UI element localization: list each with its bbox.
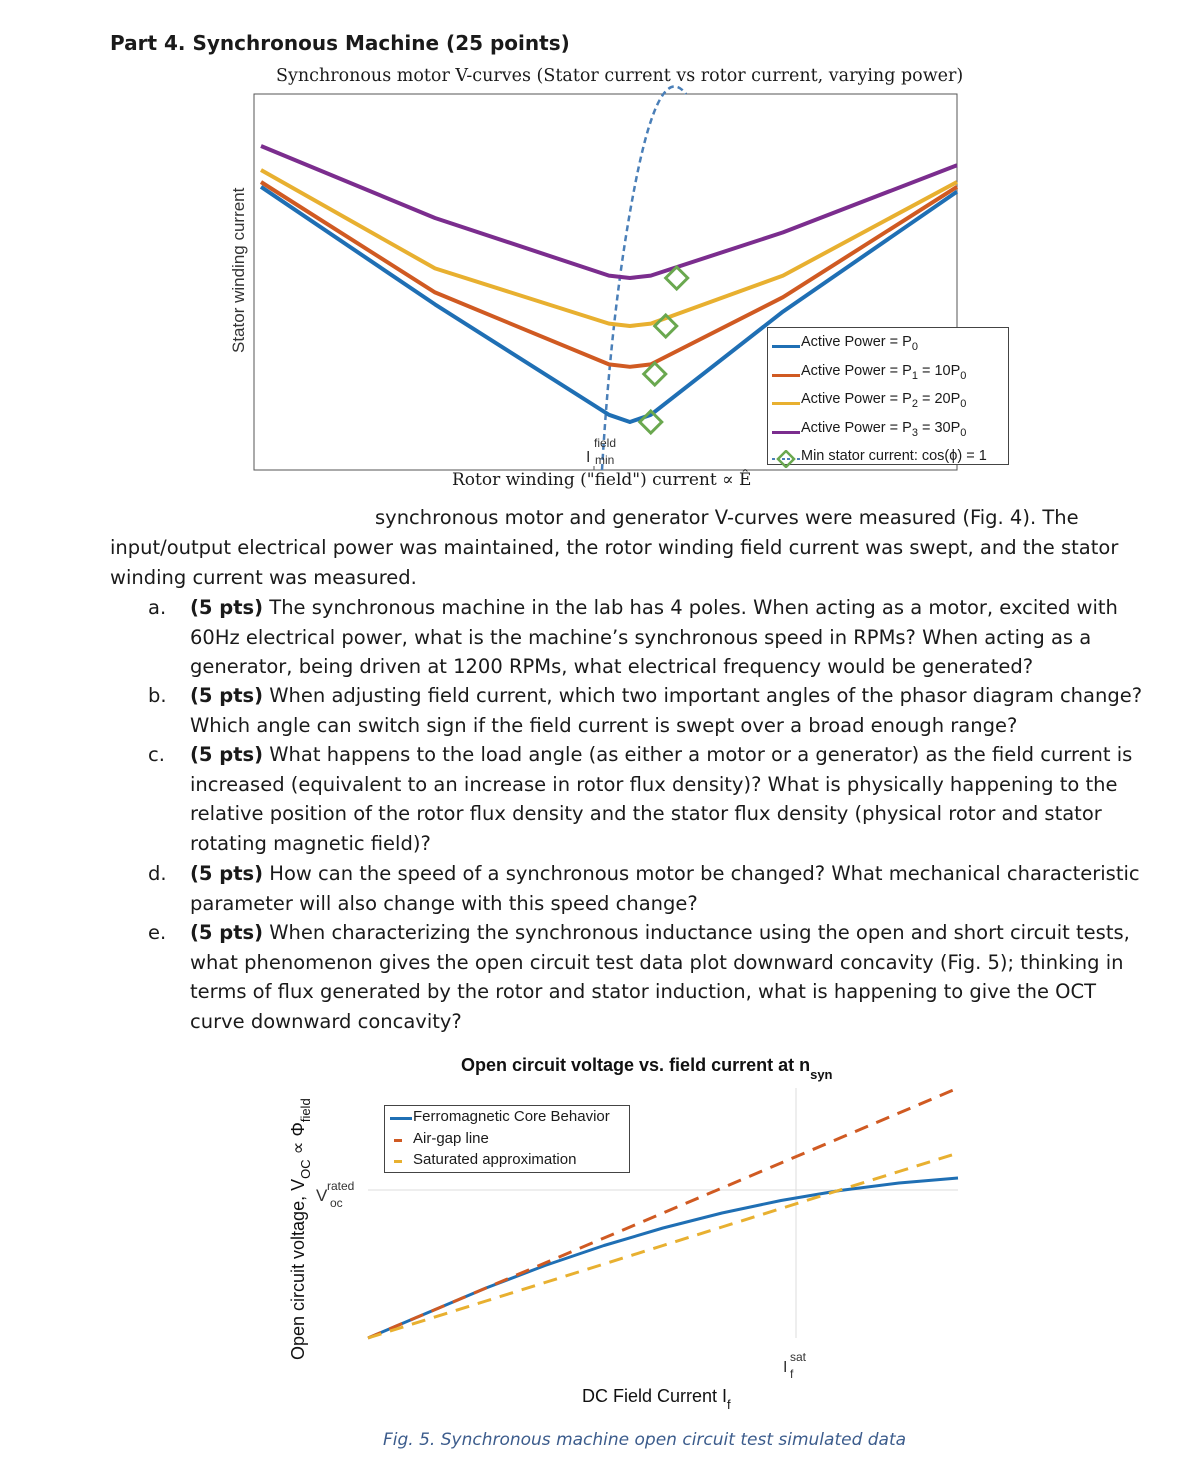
question-line-text: parameter will also change with this speed change?: [190, 891, 698, 915]
question-text: [190, 859, 1150, 918]
question-line-text: increased (equivalent to an increase in rotor flux density)? What is physically happening to the: [190, 772, 1118, 796]
fig5-chart: [0, 1040, 1183, 1430]
question-points: (5 pts): [190, 596, 264, 619]
question-points: (5 pts): [190, 862, 264, 885]
fig4-title: Synchronous motor V-curves (Stator current vs rotor current, varying power): [276, 66, 964, 86]
legend-line-icon: [772, 431, 800, 434]
question-line-text: what phenomenon gives the open circuit test data plot downward concavity (Fig. 5); thinking in: [190, 950, 1124, 974]
question-points: (5 pts): [190, 921, 264, 944]
question-line: [190, 681, 1150, 711]
legend-line-icon: [772, 374, 800, 377]
question-line-text: What happens to the load angle (as either a motor or a generator) as the field current is: [263, 743, 1133, 766]
question-line-text: terms of flux generated by the rotor and stator induction, what is happening to give the OCT: [190, 980, 1097, 1004]
legend-line-icon: [772, 402, 800, 405]
question-line-text: Which angle can switch sign if the field current is swept over a broad enough range?: [190, 713, 1018, 737]
fig5-ylabel: Open circuit voltage, $V_{OC} \propto \Phi_{field}$: [288, 1098, 313, 1360]
question-text: [190, 593, 1150, 682]
question-letter: b.: [148, 684, 167, 707]
question-line: [190, 829, 1150, 859]
fig5-series-0: [368, 1178, 958, 1338]
fig5-ytick-sub: oc: [330, 1196, 343, 1210]
legend-line-icon: [394, 1139, 402, 1142]
question-line-text: 60Hz electrical power, what is the machine’s synchronous speed in RPMs? When acting as a: [190, 625, 1092, 649]
fig4-legend-label: Active Power = $P_3 = 30P_0$: [801, 419, 967, 439]
legend-line-icon: [394, 1160, 402, 1163]
fig5-ytick-sup: rated: [327, 1179, 355, 1193]
legend-line-icon: [772, 345, 800, 348]
question-line-text: The synchronous machine in the lab has 4 poles. When acting as a motor, excited with: [263, 596, 1118, 619]
question-line: [190, 889, 1150, 919]
question-text: [190, 918, 1150, 1036]
fig5-legend-label: Ferromagnetic Core Behavior: [413, 1108, 610, 1125]
question-line: [190, 1007, 1150, 1037]
fig5-xtick-main: I: [783, 1359, 788, 1376]
question-letter: d.: [148, 862, 167, 885]
fig4-xtick-sup: field: [594, 436, 617, 450]
question-line: [190, 652, 1150, 682]
fig5-caption: Fig. 5. Synchronous machine open circuit test simulated data: [383, 1430, 907, 1450]
fig4-legend-label: Active Power = $P_1 = 10P_0$: [801, 362, 967, 382]
question-line: [190, 948, 1150, 978]
fig4-xtick-sub: min: [595, 453, 615, 467]
question-line: [190, 623, 1150, 653]
paragraph-line-2: input/output electrical power was maintained, the rotor winding field current was swept, and the stator: [110, 536, 1119, 559]
question-line-text: curve downward concavity?: [190, 1009, 462, 1033]
fig5-xlabel: DC Field Current $I_f$: [582, 1386, 731, 1412]
question-letter: c.: [148, 743, 165, 766]
question-points: (5 pts): [190, 743, 264, 766]
fig4-legend-label: Active Power = $P_2 = 20P_0$: [801, 391, 967, 410]
question-line-text: rotating magnetic field)?: [190, 831, 431, 855]
paragraph-line-3: winding current was measured.: [110, 566, 417, 589]
fig4-legend: [767, 327, 1009, 465]
question-line-text: relative position of the rotor flux density and the stator flux density (physical rotor and stator: [190, 802, 1102, 826]
question-line: [190, 918, 1150, 948]
question-line: [190, 711, 1150, 741]
fig5-xtick-sub: f: [790, 1367, 794, 1381]
fig4-xtick-main: I: [586, 449, 591, 466]
question-letter: e.: [148, 921, 167, 944]
fig4-xlabel: Rotor winding ("field") current ∝ Ê: [452, 470, 752, 490]
fig4-legend-label: Active Power = $P_0$: [801, 334, 918, 353]
question-line-text: When adjusting field current, which two important angles of the phasor diagram change?: [263, 684, 1143, 707]
fig5-legend-label: Air-gap line: [413, 1129, 489, 1147]
question-line-text: generator, being driven at 1200 RPMs, what electrical frequency would be generated?: [190, 655, 1034, 679]
question-line-text: How can the speed of a synchronous motor be changed? What mechanical characteristic: [263, 862, 1140, 885]
question-text: [190, 740, 1150, 858]
fig5-legend-label: Saturated approximation: [413, 1151, 577, 1168]
question-line: [190, 799, 1150, 829]
question-line: [190, 740, 1150, 770]
fig5-series-2: [368, 1153, 958, 1338]
fig4-ylabel: Stator winding current: [229, 187, 248, 353]
question-text: [190, 681, 1150, 740]
fig4-legend-label: Min stator current: cos(ϕ) = 1: [801, 448, 987, 464]
question-line: [190, 593, 1150, 623]
section-heading: Part 4. Synchronous Machine (25 points): [110, 31, 570, 55]
diamond-marker-icon: [772, 450, 800, 466]
paragraph-line-1: synchronous motor and generator V-curves were measured (Fig. 4). The: [375, 506, 1079, 529]
question-line: [190, 770, 1150, 800]
fig5-title: Open circuit voltage vs. field current at $n_{syn}$: [461, 1055, 833, 1082]
question-points: (5 pts): [190, 684, 264, 707]
question-line: [190, 977, 1150, 1007]
fig5-ytick-main: V: [316, 1186, 328, 1205]
question-letter: a.: [148, 596, 167, 619]
question-line: [190, 859, 1150, 889]
question-line-text: When characterizing the synchronous inductance using the open and short circuit tests,: [263, 921, 1130, 944]
fig5-legend: [384, 1105, 630, 1173]
fig5-xtick-sup: sat: [790, 1350, 807, 1364]
legend-line-icon: [390, 1117, 412, 1120]
